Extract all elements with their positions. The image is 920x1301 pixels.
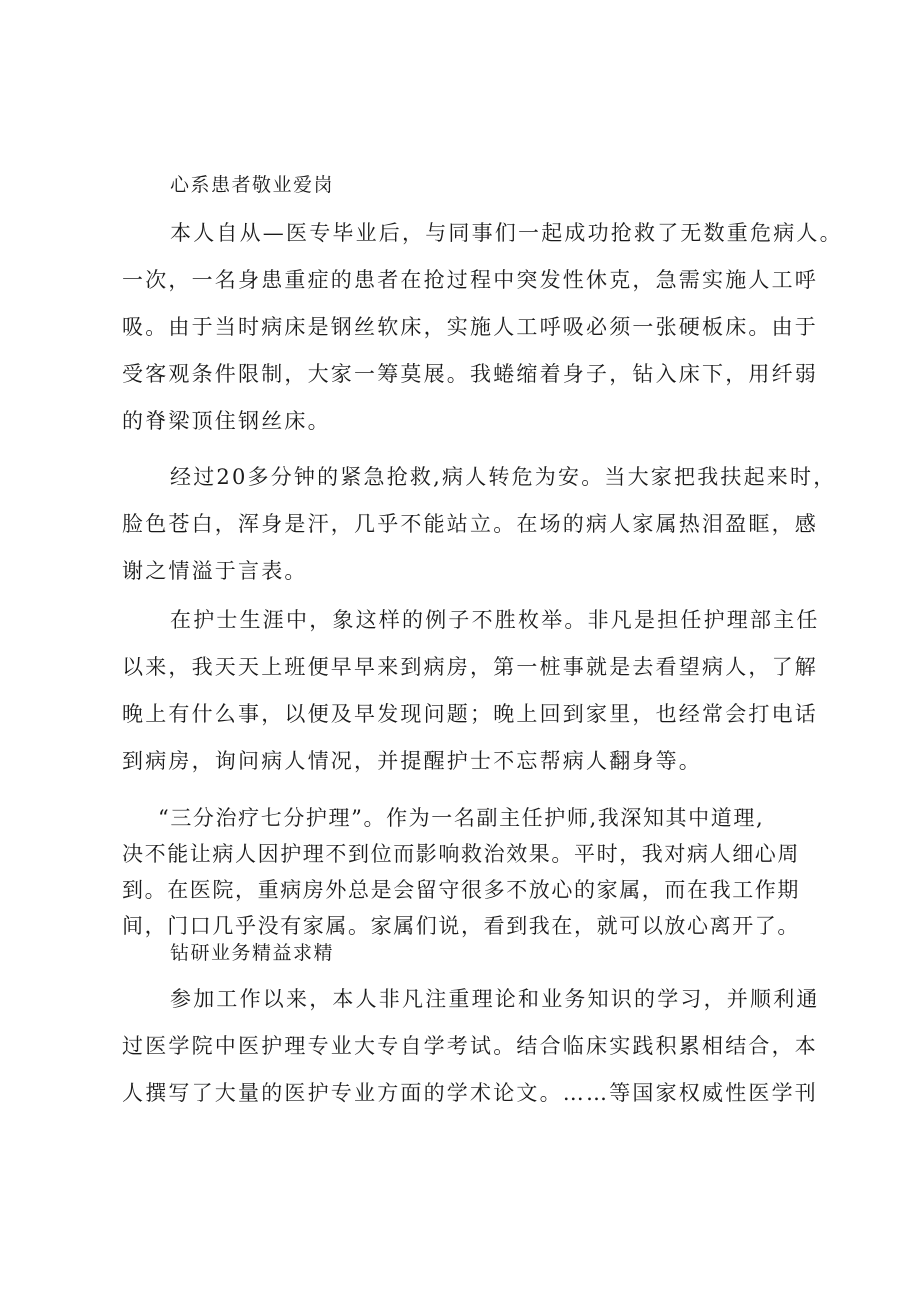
paragraph-line: 一次，一名身患重症的患者在抢过程中突发性休克，急需实施人工呼 (122, 268, 818, 292)
paragraph-line: 经过20多分钟的紧急抢救,病人转危为安。当大家把我扶起来时， (170, 465, 837, 489)
paragraph-line: 晚上有什么事，以便及早发现问题；晚上回到家里，也经常会打电话 (122, 702, 818, 726)
paragraph-2 (122, 454, 837, 595)
paragraph-5 (122, 976, 822, 1117)
heading-text: 心系患者敬业爱岗 (170, 174, 335, 196)
section-heading-2 (122, 930, 822, 977)
paragraph-line: 以来，我天天上班便早早来到病房，第一桩事就是去看望病人，了解 (122, 655, 818, 679)
paragraph-4 (122, 800, 822, 944)
paragraph-1 (122, 210, 843, 445)
paragraph-line: 受客观条件限制，大家一筹莫展。我蜷缩着身子，钻入床下，用纤弱 (122, 362, 818, 386)
paragraph-line: 本人自从—医专毕业后，与同事们一起成功抢救了无数重危病人。 (170, 221, 843, 245)
paragraph-line: 过医学院中医护理专业大专自学考试。结合临床实践积累相结合，本 (122, 1034, 818, 1058)
paragraph-3 (122, 597, 822, 785)
paragraph-line: 谢之情溢于言表。 (122, 559, 308, 583)
paragraph-line: 到。在医院，重病房外总是会留守很多不放心的家属，而在我工作期 (122, 878, 800, 902)
paragraph-line: “三分治疗七分护理”。作为一名副主任护师,我深知其中道理, (158, 806, 765, 830)
heading-text: 钻研业务精益求精 (170, 942, 335, 964)
paragraph-line: 间，门口几乎没有家属。家属们说，看到我在，就可以放心离开了。 (122, 914, 800, 938)
paragraph-line: 决不能让病人因护理不到位而影响救治效果。平时，我对病人细心周 (122, 842, 800, 866)
paragraph-line: 在护士生涯中，象这样的例子不胜枚举。非凡是担任护理部主任 (170, 608, 820, 632)
paragraph-line: 的脊梁顶住钢丝床。 (122, 409, 331, 433)
paragraph-line: 人撰写了大量的医护专业方面的学术论文。……等国家权威性医学刊 (122, 1081, 818, 1105)
paragraph-line: 脸色苍白，浑身是汗，几乎不能站立。在场的病人家属热泪盈眶，感 (122, 512, 818, 536)
paragraph-line: 参加工作以来，本人非凡注重理论和业务知识的学习，并顺利通 (170, 987, 820, 1011)
section-heading-1 (122, 162, 822, 209)
paragraph-line: 吸。由于当时病床是钢丝软床，实施人工呼吸必须一张硬板床。由于 (122, 315, 818, 339)
paragraph-line: 到病房，询问病人情况，并提醒护士不忘帮病人翻身等。 (122, 749, 702, 773)
